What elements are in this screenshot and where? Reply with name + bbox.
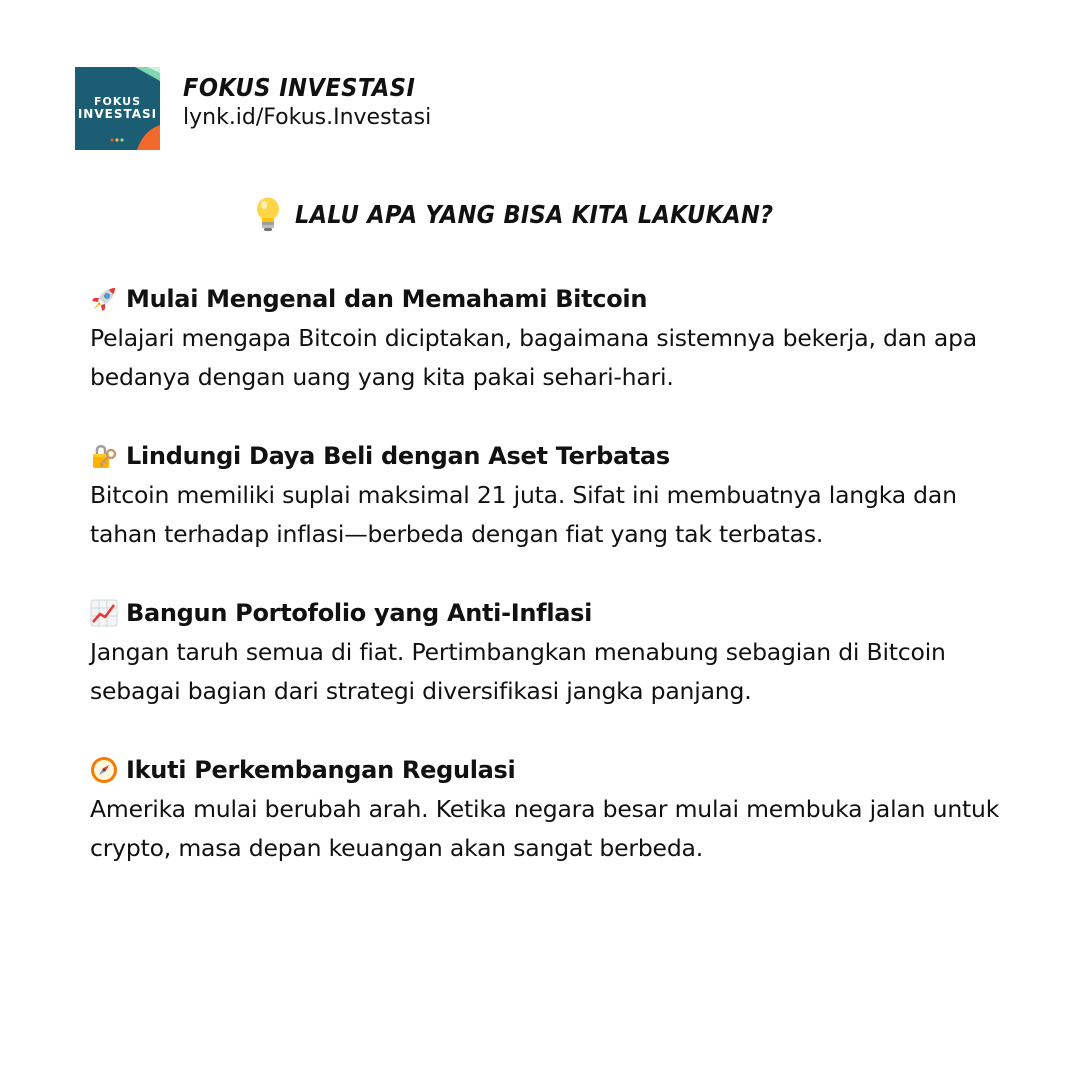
brand-link[interactable]: lynk.id/Fokus.Investasi — [183, 105, 432, 130]
tip-title: Mulai Mengenal dan Memahami Bitcoin — [126, 285, 648, 313]
tip-description: Jangan taruh semua di fiat. Pertimbangkan menabung sebagian di Bitcoin sebagai bagian dari strategi diversifikasi jangka panjang. — [90, 638, 946, 705]
brand-info — [183, 73, 431, 133]
lock-key-icon — [90, 442, 118, 470]
tip-item — [90, 750, 1050, 868]
brand-logo — [75, 67, 160, 150]
tip-description: Pelajari mengapa Bitcoin diciptakan, bagaimana sistemnya bekerja, dan apa bedanya dengan uang yang kita pakai sehari-hari. — [90, 324, 977, 391]
tip-description: Bitcoin memiliki suplai maksimal 21 juta. Sifat ini membuatnya langka dan tahan terhadap inflasi—berbeda dengan fiat yang tak terbatas. — [90, 481, 957, 548]
compass-icon — [90, 756, 118, 784]
tip-item — [90, 279, 1050, 397]
rocket-icon — [90, 285, 118, 313]
tip-header — [90, 279, 1050, 319]
tips-list — [90, 279, 1050, 907]
lightbulb-icon — [253, 196, 283, 232]
tip-item — [90, 593, 1050, 711]
tip-header — [90, 593, 1050, 633]
tip-title: Lindungi Daya Beli dengan Aset Terbatas — [126, 442, 670, 470]
tip-header — [90, 436, 1050, 476]
tip-header — [90, 750, 1050, 790]
tip-title: Ikuti Perkembangan Regulasi — [126, 756, 516, 784]
tip-title: Bangun Portofolio yang Anti-Inflasi — [126, 599, 593, 627]
page-title: LALU APA YANG BISA KITA LAKUKAN? — [295, 199, 774, 229]
chart-increasing-icon — [90, 599, 118, 627]
brand-name: FOKUS INVESTASI — [183, 73, 416, 102]
heading — [0, 196, 1080, 232]
tip-description: Amerika mulai berubah arah. Ketika negara besar mulai membuka jalan untuk crypto, masa depan keuangan akan sangat berbeda. — [90, 795, 1000, 862]
logo-text-line1: FOKUS — [93, 95, 142, 108]
tip-item — [90, 436, 1050, 554]
header — [75, 67, 431, 150]
logo-text-line2: INVESTASI — [77, 107, 158, 121]
